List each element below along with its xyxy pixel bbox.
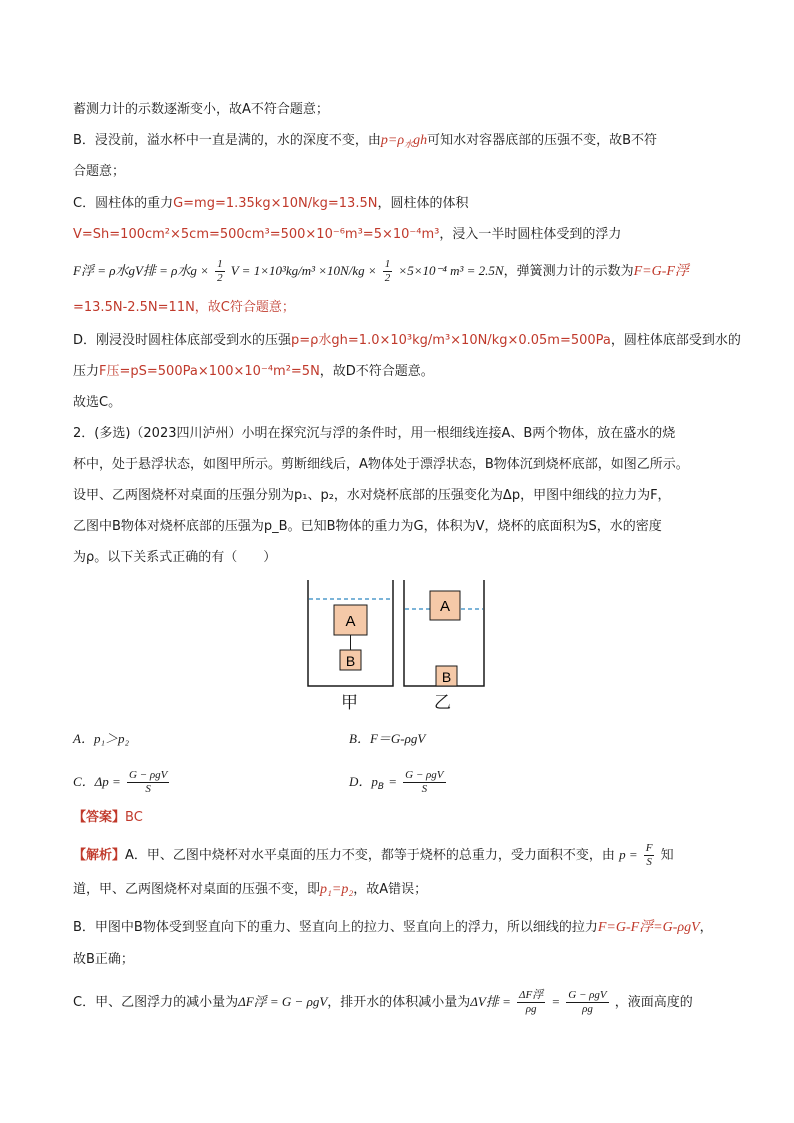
formula: p=ρ: [380, 133, 405, 148]
formula: F=G-F浮: [633, 264, 689, 279]
denominator: 2: [217, 272, 223, 284]
fraction: [517, 989, 545, 1016]
solution-line-6: [73, 256, 689, 287]
block-a-left-label: A: [345, 613, 356, 630]
fraction: [644, 842, 655, 869]
formula: V = 1×10³kg/m³ ×10N/kg ×: [230, 263, 377, 278]
text: ，故D不符合题意。: [319, 364, 434, 379]
text: D．p: [349, 774, 378, 789]
figure-caption-right: 乙: [434, 693, 451, 713]
text: ，浸入一半时圆柱体受到的浮力: [439, 227, 622, 242]
analysis-line-4: [73, 950, 134, 970]
text: 故选C。: [73, 395, 122, 410]
text: B．浸没前，溢水杯中一直是满的，水的深度不变，由: [73, 133, 381, 148]
option-b: [349, 729, 425, 750]
numerator: G − ρgV: [568, 989, 607, 1001]
text: B．F＝G-ρgV: [349, 731, 426, 746]
text: ，圆柱体底部受到水的: [610, 333, 741, 348]
text: 杯中，处于悬浮状态，如图甲所示。剪断细线后，A物体处于漂浮状态，B物体沉到烧杯底部，如图乙所示。: [73, 457, 689, 472]
question-line-5: [73, 548, 276, 568]
block-b-left-label: B: [345, 653, 356, 669]
text: B．甲图中B物体受到竖直向下的重力、竖直向上的拉力、竖直向上的浮力，所以细线的拉力: [73, 920, 598, 935]
block-a-right-label: A: [439, 598, 451, 615]
option-a: [73, 729, 129, 750]
numerator: G − ρgV: [405, 769, 444, 781]
fraction: [403, 769, 445, 796]
text: =: [388, 774, 397, 789]
text: 知: [660, 848, 674, 863]
formula: ×5×10⁻⁴ m³ = 2.5N: [398, 263, 504, 278]
analysis-line-3: [73, 918, 713, 938]
formula: =13.5N-2.5N=11N，故C符合题意；: [73, 300, 295, 315]
text: 道，甲、乙两图烧杯对桌面的压强不变，即: [73, 882, 321, 897]
question-line-1: [73, 424, 675, 444]
text: C．Δp =: [73, 774, 121, 789]
analysis-line-1: [73, 838, 674, 873]
question-line-4: [73, 517, 662, 537]
beaker-figure: [300, 578, 490, 688]
text: ，: [699, 920, 713, 935]
solution-line-4: [73, 194, 468, 214]
formula: ΔV排 =: [470, 994, 511, 1009]
analysis-tag: 【解析】: [73, 848, 126, 863]
numerator: 1: [384, 258, 391, 270]
denominator: S: [646, 856, 652, 868]
question-line-3: [73, 486, 671, 506]
solution-line-5: [73, 225, 621, 245]
text: =: [551, 994, 561, 1009]
numerator: F: [645, 842, 653, 854]
analysis-line-5: [73, 982, 693, 1023]
text: D．刚浸没时圆柱体底部受到水的压强: [73, 333, 292, 348]
formula: F=G-F浮=G-ρgV: [597, 920, 700, 935]
analysis-line-2: [73, 880, 427, 900]
solution-line-9: [73, 362, 434, 382]
block-b-right-label: B: [441, 669, 452, 685]
text: 压力: [73, 364, 100, 379]
solution-line-1: [73, 100, 329, 120]
figure-caption-left: 甲: [341, 693, 358, 713]
solution-line-2: [73, 131, 657, 155]
formula: G=mg=1.35kg×10N/kg=13.5N: [173, 196, 378, 211]
text: ，弹簧测力计的示数为: [503, 264, 634, 279]
formula: p =: [619, 847, 638, 862]
denominator: S: [145, 783, 151, 795]
formula: p=ρ水gh=1.0×10³kg/m³×10N/kg×0.05m=500Pa: [291, 333, 611, 348]
answer-tag: 【答案】: [73, 810, 126, 825]
denominator: ρg: [582, 1003, 593, 1015]
text: ，排开水的体积减小量为: [327, 995, 471, 1010]
answer-line: [73, 808, 143, 828]
formula: F浮 = ρ水gV排 = ρ水g ×: [73, 263, 209, 278]
solution-line-3: [73, 162, 125, 182]
fraction-half: [215, 258, 225, 285]
denominator: ρg: [525, 1003, 537, 1015]
formula: p₁=p₂: [320, 882, 354, 897]
fraction-half: [383, 258, 393, 285]
denominator: 2: [384, 272, 391, 284]
text: 为ρ。以下关系式正确的有（ ）: [73, 550, 277, 565]
text: ，故A错误；: [353, 882, 428, 897]
numerator: 1: [217, 258, 223, 270]
text: A．p₁＞p₂: [73, 731, 129, 746]
solution-line-8: [73, 331, 741, 351]
text: ，液面高度的: [614, 995, 693, 1010]
option-c: [73, 764, 171, 801]
numerator: ΔF浮: [519, 989, 544, 1001]
text: ，圆柱体的体积: [377, 196, 469, 211]
text: 合题意；: [73, 164, 126, 179]
text: 乙图中B物体对烧杯底部的压强为p_B。已知B物体的重力为G，体积为V，烧杯的底面积为S，水的密度: [73, 519, 662, 534]
text: 故B正确；: [73, 952, 134, 967]
formula: F压=pS=500Pa×100×10⁻⁴m²=5N: [99, 364, 320, 379]
option-d: [349, 764, 448, 805]
text: 2．(多选)（2023四川泸州）小明在探究沉与浮的条件时，用一根细线连接A、B两个物体，放在盛水的烧: [73, 426, 676, 441]
fraction: [127, 769, 169, 796]
formula: V=Sh=100cm²×5cm=500cm³=500×10⁻⁶m³=5×10⁻⁴m³: [73, 227, 440, 242]
formula: gh: [413, 133, 428, 148]
text: 可知水对容器底部的压强不变，故B不符: [427, 133, 658, 148]
numerator: G − ρgV: [128, 769, 168, 781]
text: 蓄测力计的示数逐渐变小，故A不符合题意；: [73, 102, 329, 117]
denominator: S: [421, 783, 428, 795]
solution-line-7: [73, 298, 295, 318]
subscript: B: [377, 782, 385, 792]
text: 设甲、乙两图烧杯对桌面的压强分别为p₁、p₂，水对烧杯底部的压强变化为Δp，甲图中细线的拉力为F，: [73, 488, 671, 503]
text: C．甲、乙图浮力的减小量为: [73, 995, 239, 1010]
formula: ΔF浮 = G − ρgV: [238, 994, 328, 1009]
solution-line-10: [73, 393, 121, 413]
fraction: [566, 989, 608, 1016]
text: A．甲、乙图中烧杯对水平桌面的压力不变，都等于烧杯的总重力，受力面积不变，由: [125, 848, 615, 863]
question-line-2: [73, 455, 689, 475]
text: C．圆柱体的重力: [73, 196, 174, 211]
answer-value: BC: [125, 810, 143, 825]
subscript: 水: [404, 140, 414, 150]
